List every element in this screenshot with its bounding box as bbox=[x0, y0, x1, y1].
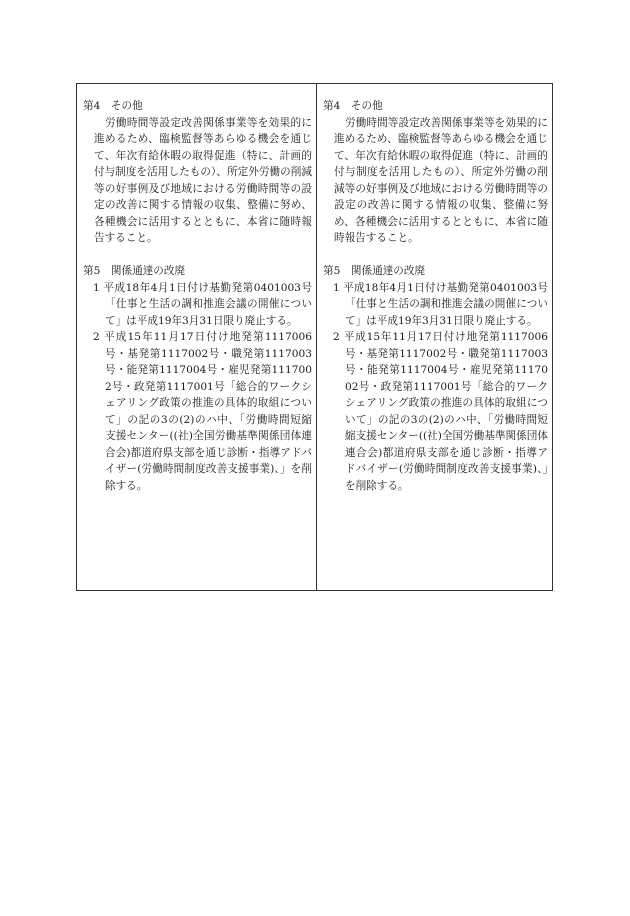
section-4-body: 労働時間等設定改善関係事業等を効果的に進めるため、臨検監督等あらゆる機会を通じて、年次有給休暇の取得促進（特に、計画的付与制度を活用したもの）、所定外労働の削減等の好事例及び地域における労働時間等の設定の改善に関する情報の収集、整備に努め、各種機会に活用するとともに、本省に随時報告すること。 bbox=[94, 116, 312, 244]
section-5-item-1 bbox=[83, 280, 312, 330]
section-5-item-2 bbox=[323, 329, 548, 494]
section-5-heading: 第5 関係通達の改廃 bbox=[323, 265, 426, 277]
section-5-item-2 bbox=[83, 329, 312, 494]
section-4-body: 労働時間等設定改善関係事業等を効果的に進めるため、臨検監督等あらゆる機会を通じて、年次有給休暇の取得促進（特に、計画的付与制度を活用したもの）、所定外労働の削減等の好事例及び地域における労働時間等の設定の改善に関する情報の収集、整備に努め、各種機会に活用するとともに、本省に随時報告すること。 bbox=[334, 116, 548, 244]
item-number: 1 bbox=[93, 281, 100, 294]
right-column bbox=[317, 84, 552, 590]
spacer bbox=[83, 247, 312, 264]
item-text: 平成18年4月1日付け基勤発第0401003号「仕事と生活の調和推進会議の開催について」は平成19年3月31日限り廃止する。 bbox=[103, 281, 312, 327]
item-text: 平成15年11月17日付け地発第1117006号・基発第1117002号・職発第1117003号・能発第1117004号・雇児発第1117002号・政発第1117001号「総合的ワークシェアリング政策の推進の具体的取組について」の記の3の(2)のハ中、「労働時間短縮支援センター((社)全国労働基準関係団体連合会)都道府県支部を通じ診断・指導アドバイザー(労働時間制度改善支援事業)、」を削除する。 bbox=[103, 331, 312, 492]
item-text: 平成18年4月1日付け基勤発第0401003号「仕事と生活の調和推進会議の開催について」は平成19年3月31日限り廃止する。 bbox=[343, 281, 548, 327]
section-5-heading: 第5 関係通達の改廃 bbox=[83, 265, 186, 277]
item-number: 2 bbox=[93, 331, 100, 343]
left-column bbox=[77, 84, 317, 590]
section-4-heading: 第4 その他 bbox=[83, 100, 143, 112]
spacer bbox=[323, 247, 548, 264]
item-number: 1 bbox=[333, 281, 340, 294]
section-4-heading: 第4 その他 bbox=[323, 100, 383, 112]
item-text: 平成15年11月17日付け地発第1117006号・基発第1117002号・職発第1117003号・能発第1117004号・雇児発第1117002号・政発第1117001号「総合的ワークシェアリング政策の推進の具体的取組について」の記の3の(2)のハ中、「労働時間短縮支援センター((社)全国労働基準関係団体連合会)都道府県支部を通じ診断・指導アドバイザー(労働時間制度改善支援事業)、」を削除する。 bbox=[343, 331, 548, 492]
item-number: 2 bbox=[333, 331, 340, 343]
section-5-item-1 bbox=[323, 280, 548, 330]
comparison-table bbox=[76, 83, 553, 591]
